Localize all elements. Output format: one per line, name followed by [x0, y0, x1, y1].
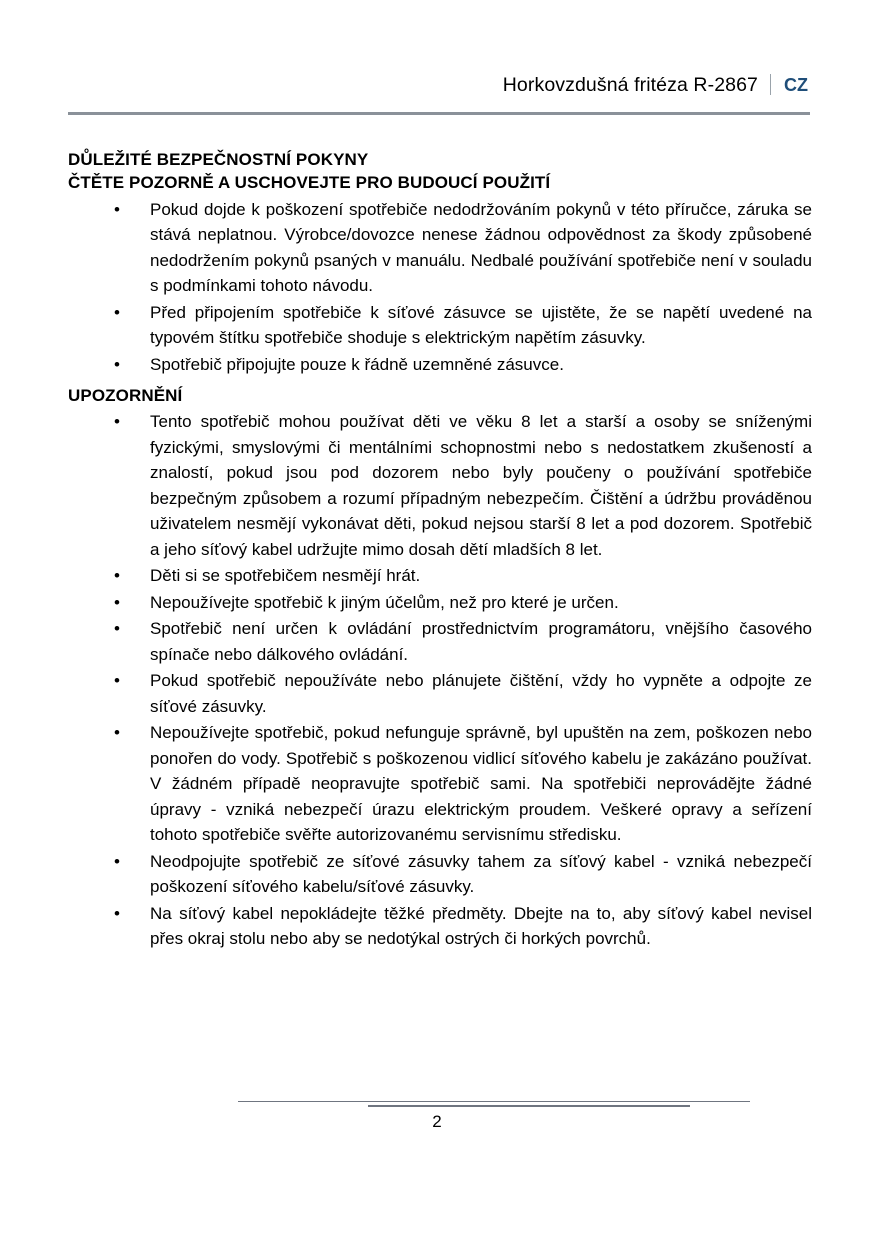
bullet-icon: •: [114, 566, 120, 586]
list-item: [68, 197, 812, 299]
page-title-line-2: ČTĚTE POZORNĚ A USCHOVEJTE PRO BUDOUCÍ POUŽITÍ: [68, 173, 551, 193]
warning-instructions-list: [68, 409, 812, 952]
section-heading-warning: UPOZORNĚNÍ: [68, 386, 183, 406]
list-item: [68, 352, 812, 378]
list-item-text: Na síťový kabel nepokládejte těžké předměty. Dbejte na to, aby síťový kabel nevisel přes okraj stolu nebo aby se nedotýkal ostrých či horkých povrchů.: [150, 903, 812, 949]
list-item-text: Pokud spotřebič nepoužíváte nebo plánujete čištění, vždy ho vypněte a odpojte ze síťové zásuvky.: [150, 671, 812, 716]
list-item-text: Nepoužívejte spotřebič k jiným účelům, než pro které je určen.: [150, 592, 619, 612]
safety-instructions-list: [68, 197, 812, 378]
list-item: [68, 590, 812, 616]
language-code: CZ: [784, 75, 808, 95]
footer-rule-upper: [238, 1101, 750, 1102]
page-header: [68, 74, 810, 101]
page-title-line-1: DŮLEŽITÉ BEZPEČNOSTNÍ POKYNY: [68, 150, 369, 169]
list-item-text: Neodpojujte spotřebič ze síťové zásuvky tahem za síťový kabel - vzniká nebezpečí poškození síťového kabelu/síťové zásuvky.: [150, 851, 812, 897]
list-item-text: Tento spotřebič mohou používat děti ve věku 8 let a starší a osoby se sníženými fyzickými, smyslovými či mentálními schopnostmi nebo s nedostatkem zkušeností a znalostí, pokud jsou pod dozorem nebo byly poučeny o používání spotřebiče bezpečným způsobem a rozumí případným nebezpečím. Čištění a údržbu prováděnou uživatelem nesmějí vykonávat děti, pokud nejsou starší 8 let a pod dozorem. Spotřebič a jeho síťový kabel udržujte mimo dosah dětí mladších 8 let.: [150, 412, 812, 559]
bullet-icon: •: [114, 354, 120, 374]
bullet-icon: •: [114, 619, 120, 639]
list-item: [68, 901, 812, 952]
header-inner: [68, 74, 810, 101]
bullet-icon: •: [114, 723, 120, 743]
header-rule: [68, 112, 810, 115]
bullet-icon: •: [114, 671, 120, 691]
list-item-text: Před připojením spotřebiče k síťové zásuvce se ujistěte, že se napětí uvedené na typovém štítku spotřebiče shoduje s elektrickým napětím zásuvky.: [150, 302, 812, 348]
list-item: [68, 409, 812, 562]
list-item-text: Nepoužívejte spotřebič, pokud nefunguje správně, byl upuštěn na zem, poškozen nebo ponořen do vody. Spotřebič s poškozenou vidlicí síťového kabelu je zakázáno používat. V žádném případě neopravujte spotřebič sami. Na spotřebiči neprovádějte žádné úpravy - vzniká nebezpečí úrazu elektrickým proudem. Veškeré opravy a seřízení tohoto spotřebiče svěřte autorizovanému servisnímu středisku.: [150, 723, 812, 845]
page-number: 2: [432, 1112, 442, 1131]
list-item: [68, 616, 812, 667]
list-item: [68, 668, 812, 719]
bullet-icon: •: [114, 592, 120, 612]
list-item-text: Děti si se spotřebičem nesmějí hrát.: [150, 566, 421, 586]
list-item-text: Spotřebič není určen k ovládání prostřednictvím programátoru, vnějšího časového spínače nebo dálkového ovládání.: [150, 619, 812, 664]
bullet-icon: •: [114, 412, 120, 432]
footer-rule-lower: [368, 1105, 690, 1107]
list-item-text: Spotřebič připojujte pouze k řádně uzemněné zásuvce.: [150, 354, 564, 374]
bullet-icon: •: [114, 851, 120, 871]
list-item: [68, 300, 812, 351]
bullet-icon: •: [114, 199, 120, 219]
page-content: [68, 148, 812, 953]
list-item: [68, 720, 812, 848]
list-item: [68, 563, 812, 589]
product-title: Horkovzdušná fritéza R-2867: [502, 74, 758, 96]
bullet-icon: •: [114, 302, 120, 322]
bullet-icon: •: [114, 903, 120, 923]
list-item: [68, 849, 812, 900]
footer-divider: [0, 1101, 874, 1107]
list-item-text: Pokud dojde k poškození spotřebiče nedodržováním pokynů v této příručce, záruka se stává neplatnou. Výrobce/dovozce nenese žádnou odpovědnost za škody způsobené nedodržením pokynů psaných v manuálu. Nedbalé používání spotřebiče není v souladu s podmínkami tohoto návodu.: [150, 199, 812, 296]
